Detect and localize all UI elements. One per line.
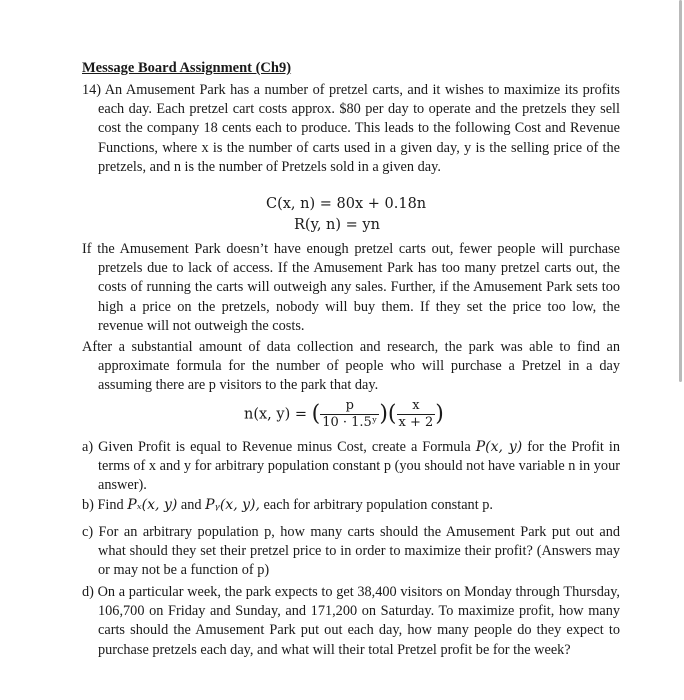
part-a-math: P(x, y) xyxy=(475,439,523,455)
fraction-carts-denominator: x + 2 xyxy=(398,415,434,430)
fraction-carts-numerator: x xyxy=(412,398,420,413)
vertical-scrollbar[interactable] xyxy=(679,0,682,382)
part-b xyxy=(82,496,620,515)
part-b-text: b) Find xyxy=(82,497,124,513)
part-a xyxy=(82,438,620,496)
fraction-visitors-numerator: p xyxy=(345,398,354,413)
cost-function: C(x, n) = 80x + 0.18n xyxy=(266,196,427,212)
assignment-heading: Message Board Assignment (Ch9) xyxy=(82,60,292,76)
part-a-text: a) Given Profit is equal to Revenue minus Cost, create a Formula xyxy=(82,439,471,455)
revenue-function: R(y, n) = yn xyxy=(294,217,380,233)
part-a-text-rest: for the Profit in terms of x and y for arbitrary population constant p (you should not have variable n in your answer). xyxy=(98,439,620,494)
part-b-math-py: Pᵧ(x, y), xyxy=(205,497,260,513)
part-b-and: and xyxy=(180,497,202,513)
paragraph-data-collection: After a substantial amount of data collection and research, the park was able to find an approximate formula for the number of people who will purchase a Pretzel in a day assuming there are p visitors to the park that day. xyxy=(82,339,620,394)
demand-formula-lhs: n(x, y) = xyxy=(244,406,307,423)
part-b-text-rest: each for arbitrary population constant p. xyxy=(263,497,493,513)
part-b-math-px: Pₓ(x, y) xyxy=(127,497,178,513)
fraction-visitors-denominator: 10 · 1.5ʸ xyxy=(322,415,378,430)
problem-intro: 14) An Amusement Park has a number of pretzel carts, and it wishes to maximize its profits each day. Each pretzel cart costs approx. $80 per day to operate and the pretzels they sell cost the company 18 cents each to produce. This leads to the following Cost and Revenue Functions, where x is the number of carts used in a given day, y is the selling price of the pretzels, and n is the number of Pretzels sold in a given day. xyxy=(82,82,620,175)
fraction-carts xyxy=(397,398,436,431)
part-c: c) For an arbitrary population p, how many carts should the Amusement Park put out and what should they set their pretzel price to in order to maximize their profit? (Answers may or may not be a function of p) xyxy=(82,524,620,579)
demand-formula: n(x, y) = ( $\frac{p}{\text{10 · 1.5ʸ}}$ )( $\frac{x}{x + 2}$ ) xyxy=(244,398,444,430)
fraction-visitors xyxy=(320,398,379,431)
paragraph-cart-tradeoff: If the Amusement Park doesn’t have enough pretzel carts out, fewer people will purchase pretzels due to lack of access. If the Amusement Park has too many pretzel carts out, the costs of running the carts will outweigh any sales. Further, if the Amusement Park sets too high a price on the pretzels, nobody will buy them. If they set the price too low, the revenue will not outweigh the costs. xyxy=(82,241,620,334)
part-d: d) On a particular week, the park expects to get 38,400 visitors on Monday through Thursday, 106,700 on Friday and Sunday, and 171,200 on Saturday. To maximize profit, how many carts should the Amusement Park put out each day, how many people do they expect to purchase pretzels each day, and what will their total Pretzel profit be for the week? xyxy=(82,584,620,658)
